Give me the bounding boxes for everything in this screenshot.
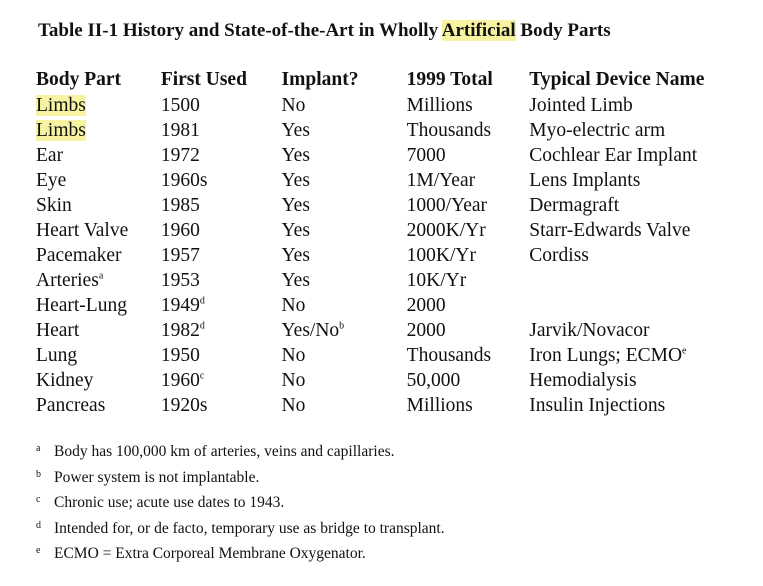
total-cell <box>407 318 530 343</box>
first-used-cell-text: 1981 <box>160 119 200 141</box>
table-row <box>36 318 763 343</box>
header-implant: Implant? <box>281 68 359 90</box>
total-cell <box>407 268 530 293</box>
device-name-cell-text: Myo-electric arm <box>529 119 666 141</box>
implant-cell <box>282 218 407 243</box>
first-used-cell <box>161 218 282 243</box>
device-name-cell <box>529 368 763 393</box>
body-part-cell <box>36 393 161 418</box>
body-part-cell-text: Kidney <box>36 369 94 391</box>
table-row <box>36 343 763 368</box>
implant-cell-text: Yes <box>281 219 310 241</box>
implant-cell <box>282 368 407 393</box>
device-name-cell-text: Cordiss <box>529 244 589 266</box>
total-cell-text: Millions <box>406 94 473 116</box>
body-part-cell <box>36 168 161 193</box>
total-cell <box>407 193 530 218</box>
table-row <box>36 268 763 293</box>
footnote-mark: b <box>36 468 41 480</box>
total-cell-text: 7000 <box>406 144 446 166</box>
first-used-cell <box>161 293 282 318</box>
device-name-cell <box>529 318 763 343</box>
table-title <box>38 20 611 42</box>
total-cell <box>407 293 530 318</box>
title-highlight: Artificial <box>441 20 516 41</box>
total-cell <box>407 393 530 418</box>
footnote-ref: d <box>199 320 205 331</box>
total-cell-text: 1000/Year <box>406 194 488 216</box>
footnote-ref: d <box>199 295 205 306</box>
first-used-cell-text: 1960 <box>160 219 200 241</box>
device-name-cell <box>529 343 763 368</box>
table-row <box>36 393 763 418</box>
footnote-ref: c <box>199 370 205 381</box>
device-name-cell <box>529 168 763 193</box>
title-suffix: Body Parts <box>515 20 611 41</box>
header-first-used: First Used <box>160 68 247 90</box>
body-part-cell-text: Eye <box>36 169 67 191</box>
device-name-cell-text: Hemodialysis <box>529 369 637 391</box>
implant-cell-text: Yes <box>281 169 310 191</box>
footnote-text: ECMO = Extra Corporeal Membrane Oxygenator. <box>54 545 366 562</box>
first-used-cell <box>161 118 282 143</box>
footnote-ref: b <box>339 320 345 331</box>
total-cell-text: 2000K/Yr <box>406 219 486 241</box>
body-part-cell <box>36 368 161 393</box>
footnote-text: Power system is not implantable. <box>54 468 260 486</box>
header-device-name: Typical Device Name <box>529 68 705 90</box>
first-used-cell <box>161 393 282 418</box>
footnote-mark: d <box>36 519 41 531</box>
implant-cell <box>282 268 407 293</box>
implant-cell-text: Yes <box>281 144 310 166</box>
device-name-cell-text: Starr-Edwards Valve <box>529 219 691 241</box>
table-row <box>36 168 763 193</box>
implant-cell <box>282 393 407 418</box>
device-name-cell <box>529 193 763 218</box>
table-row <box>36 293 763 318</box>
body-part-cell <box>36 93 161 118</box>
body-part-cell <box>36 218 161 243</box>
first-used-cell-text: 1950 <box>160 344 200 366</box>
device-name-cell-text: Iron Lungs; ECMO <box>529 344 683 366</box>
table-row <box>36 193 763 218</box>
body-part-cell-text: Pancreas <box>36 394 106 416</box>
body-part-cell-text: Ear <box>36 144 64 166</box>
first-used-cell <box>161 268 282 293</box>
device-name-cell <box>529 93 763 118</box>
table-row <box>36 218 763 243</box>
device-name-cell <box>529 218 763 243</box>
body-part-cell <box>36 193 161 218</box>
body-part-cell-text: Limbs <box>36 94 86 116</box>
footnote-ref: a <box>98 270 104 281</box>
total-cell-text: Millions <box>406 394 473 416</box>
device-name-cell-text: Jarvik/Novacor <box>529 319 650 341</box>
total-cell <box>407 118 530 143</box>
total-cell <box>407 343 530 368</box>
total-cell <box>407 143 530 168</box>
total-cell <box>407 168 530 193</box>
implant-cell-text: Yes <box>281 269 310 291</box>
implant-cell-text: No <box>281 369 306 391</box>
first-used-cell <box>161 93 282 118</box>
device-name-cell-text: Lens Implants <box>529 169 641 191</box>
total-cell <box>407 368 530 393</box>
table-row <box>36 118 763 143</box>
implant-cell <box>282 343 407 368</box>
first-used-cell-text: 1953 <box>160 269 200 291</box>
body-part-cell-text: Skin <box>36 194 72 216</box>
body-part-cell <box>36 318 161 343</box>
body-part-cell <box>36 143 161 168</box>
total-cell-text: 1M/Year <box>406 169 476 191</box>
implant-cell <box>282 293 407 318</box>
header-1999-total: 1999 Total <box>406 68 493 90</box>
body-part-cell-text: Limbs <box>36 119 86 141</box>
footnote-mark: a <box>36 443 41 454</box>
implant-cell-text: Yes/No <box>281 319 340 341</box>
implant-cell-text: Yes <box>281 119 310 141</box>
footnote-mark: e <box>36 545 41 556</box>
first-used-cell-text: 1949 <box>160 294 200 316</box>
body-parts-table <box>36 66 763 418</box>
title-prefix: Table II-1 History and State-of-the-Art in Wholly <box>38 20 442 41</box>
first-used-cell-text: 1920s <box>160 394 208 416</box>
device-name-cell-text: Insulin Injections <box>529 394 666 416</box>
implant-cell-text: No <box>281 344 306 366</box>
device-name-cell <box>529 293 763 318</box>
device-name-cell <box>529 118 763 143</box>
device-name-cell <box>529 243 763 268</box>
table-row <box>36 143 763 168</box>
footnote-mark: c <box>36 494 41 505</box>
implant-cell-text: Yes <box>281 244 310 266</box>
total-cell-text: Thousands <box>406 344 492 366</box>
body-part-cell-text: Heart <box>36 319 80 341</box>
first-used-cell <box>161 243 282 268</box>
first-used-cell-text: 1982 <box>160 319 200 341</box>
body-part-cell-text: Heart Valve <box>36 219 129 241</box>
total-cell-text: 2000 <box>406 294 446 316</box>
first-used-cell <box>161 193 282 218</box>
first-used-cell-text: 1960s <box>160 169 208 191</box>
implant-cell <box>282 318 407 343</box>
implant-cell <box>282 193 407 218</box>
implant-cell-text: No <box>281 394 306 416</box>
first-used-cell <box>161 343 282 368</box>
body-part-cell-text: Lung <box>36 344 78 366</box>
first-used-cell-text: 1500 <box>160 94 200 116</box>
implant-cell-text: Yes <box>281 194 310 216</box>
table-row <box>36 368 763 393</box>
footnote-text: Body has 100,000 km of arteries, veins and capillaries. <box>54 443 395 460</box>
implant-cell <box>282 118 407 143</box>
body-part-cell <box>36 293 161 318</box>
first-used-cell <box>161 143 282 168</box>
table-row <box>36 243 763 268</box>
device-name-cell <box>529 268 763 293</box>
total-cell <box>407 93 530 118</box>
body-part-cell <box>36 243 161 268</box>
implant-cell <box>282 143 407 168</box>
body-part-cell <box>36 343 161 368</box>
first-used-cell-text: 1960 <box>160 369 200 391</box>
total-cell-text: 100K/Yr <box>406 244 476 266</box>
total-cell-text: 50,000 <box>406 369 461 391</box>
device-name-cell <box>529 393 763 418</box>
first-used-cell-text: 1985 <box>160 194 200 216</box>
body-part-cell-text: Heart-Lung <box>36 294 127 316</box>
footnote <box>36 489 445 515</box>
body-part-cell <box>36 268 161 293</box>
first-used-cell <box>161 168 282 193</box>
total-cell-text: 2000 <box>406 319 446 341</box>
implant-cell <box>282 168 407 193</box>
total-cell <box>407 243 530 268</box>
first-used-cell <box>161 368 282 393</box>
body-part-cell <box>36 118 161 143</box>
device-name-cell-text: Cochlear Ear Implant <box>529 144 698 166</box>
first-used-cell-text: 1972 <box>160 144 200 166</box>
body-part-cell-text: Pacemaker <box>36 244 122 266</box>
table-row <box>36 93 763 118</box>
first-used-cell <box>161 318 282 343</box>
header-body-part: Body Part <box>36 68 122 90</box>
footnote <box>36 438 445 464</box>
implant-cell-text: No <box>281 94 306 116</box>
total-cell-text: 10K/Yr <box>406 269 467 291</box>
device-name-cell <box>529 143 763 168</box>
footnote-ref: e <box>682 345 687 356</box>
device-name-cell-text: Jointed Limb <box>529 94 633 116</box>
footnote <box>36 464 445 490</box>
first-used-cell-text: 1957 <box>160 244 200 266</box>
implant-cell <box>282 243 407 268</box>
footnotes <box>36 438 445 566</box>
footnote-text: Chronic use; acute use dates to 1943. <box>54 494 285 511</box>
total-cell-text: Thousands <box>406 119 492 141</box>
footnote-text: Intended for, or de facto, temporary use as bridge to transplant. <box>54 519 445 537</box>
implant-cell-text: No <box>281 294 306 316</box>
total-cell <box>407 218 530 243</box>
footnote <box>36 515 445 541</box>
implant-cell <box>282 93 407 118</box>
footnote <box>36 540 445 566</box>
header-row <box>36 66 763 93</box>
device-name-cell-text: Dermagraft <box>529 194 620 216</box>
body-part-cell-text: Arteries <box>36 269 99 291</box>
